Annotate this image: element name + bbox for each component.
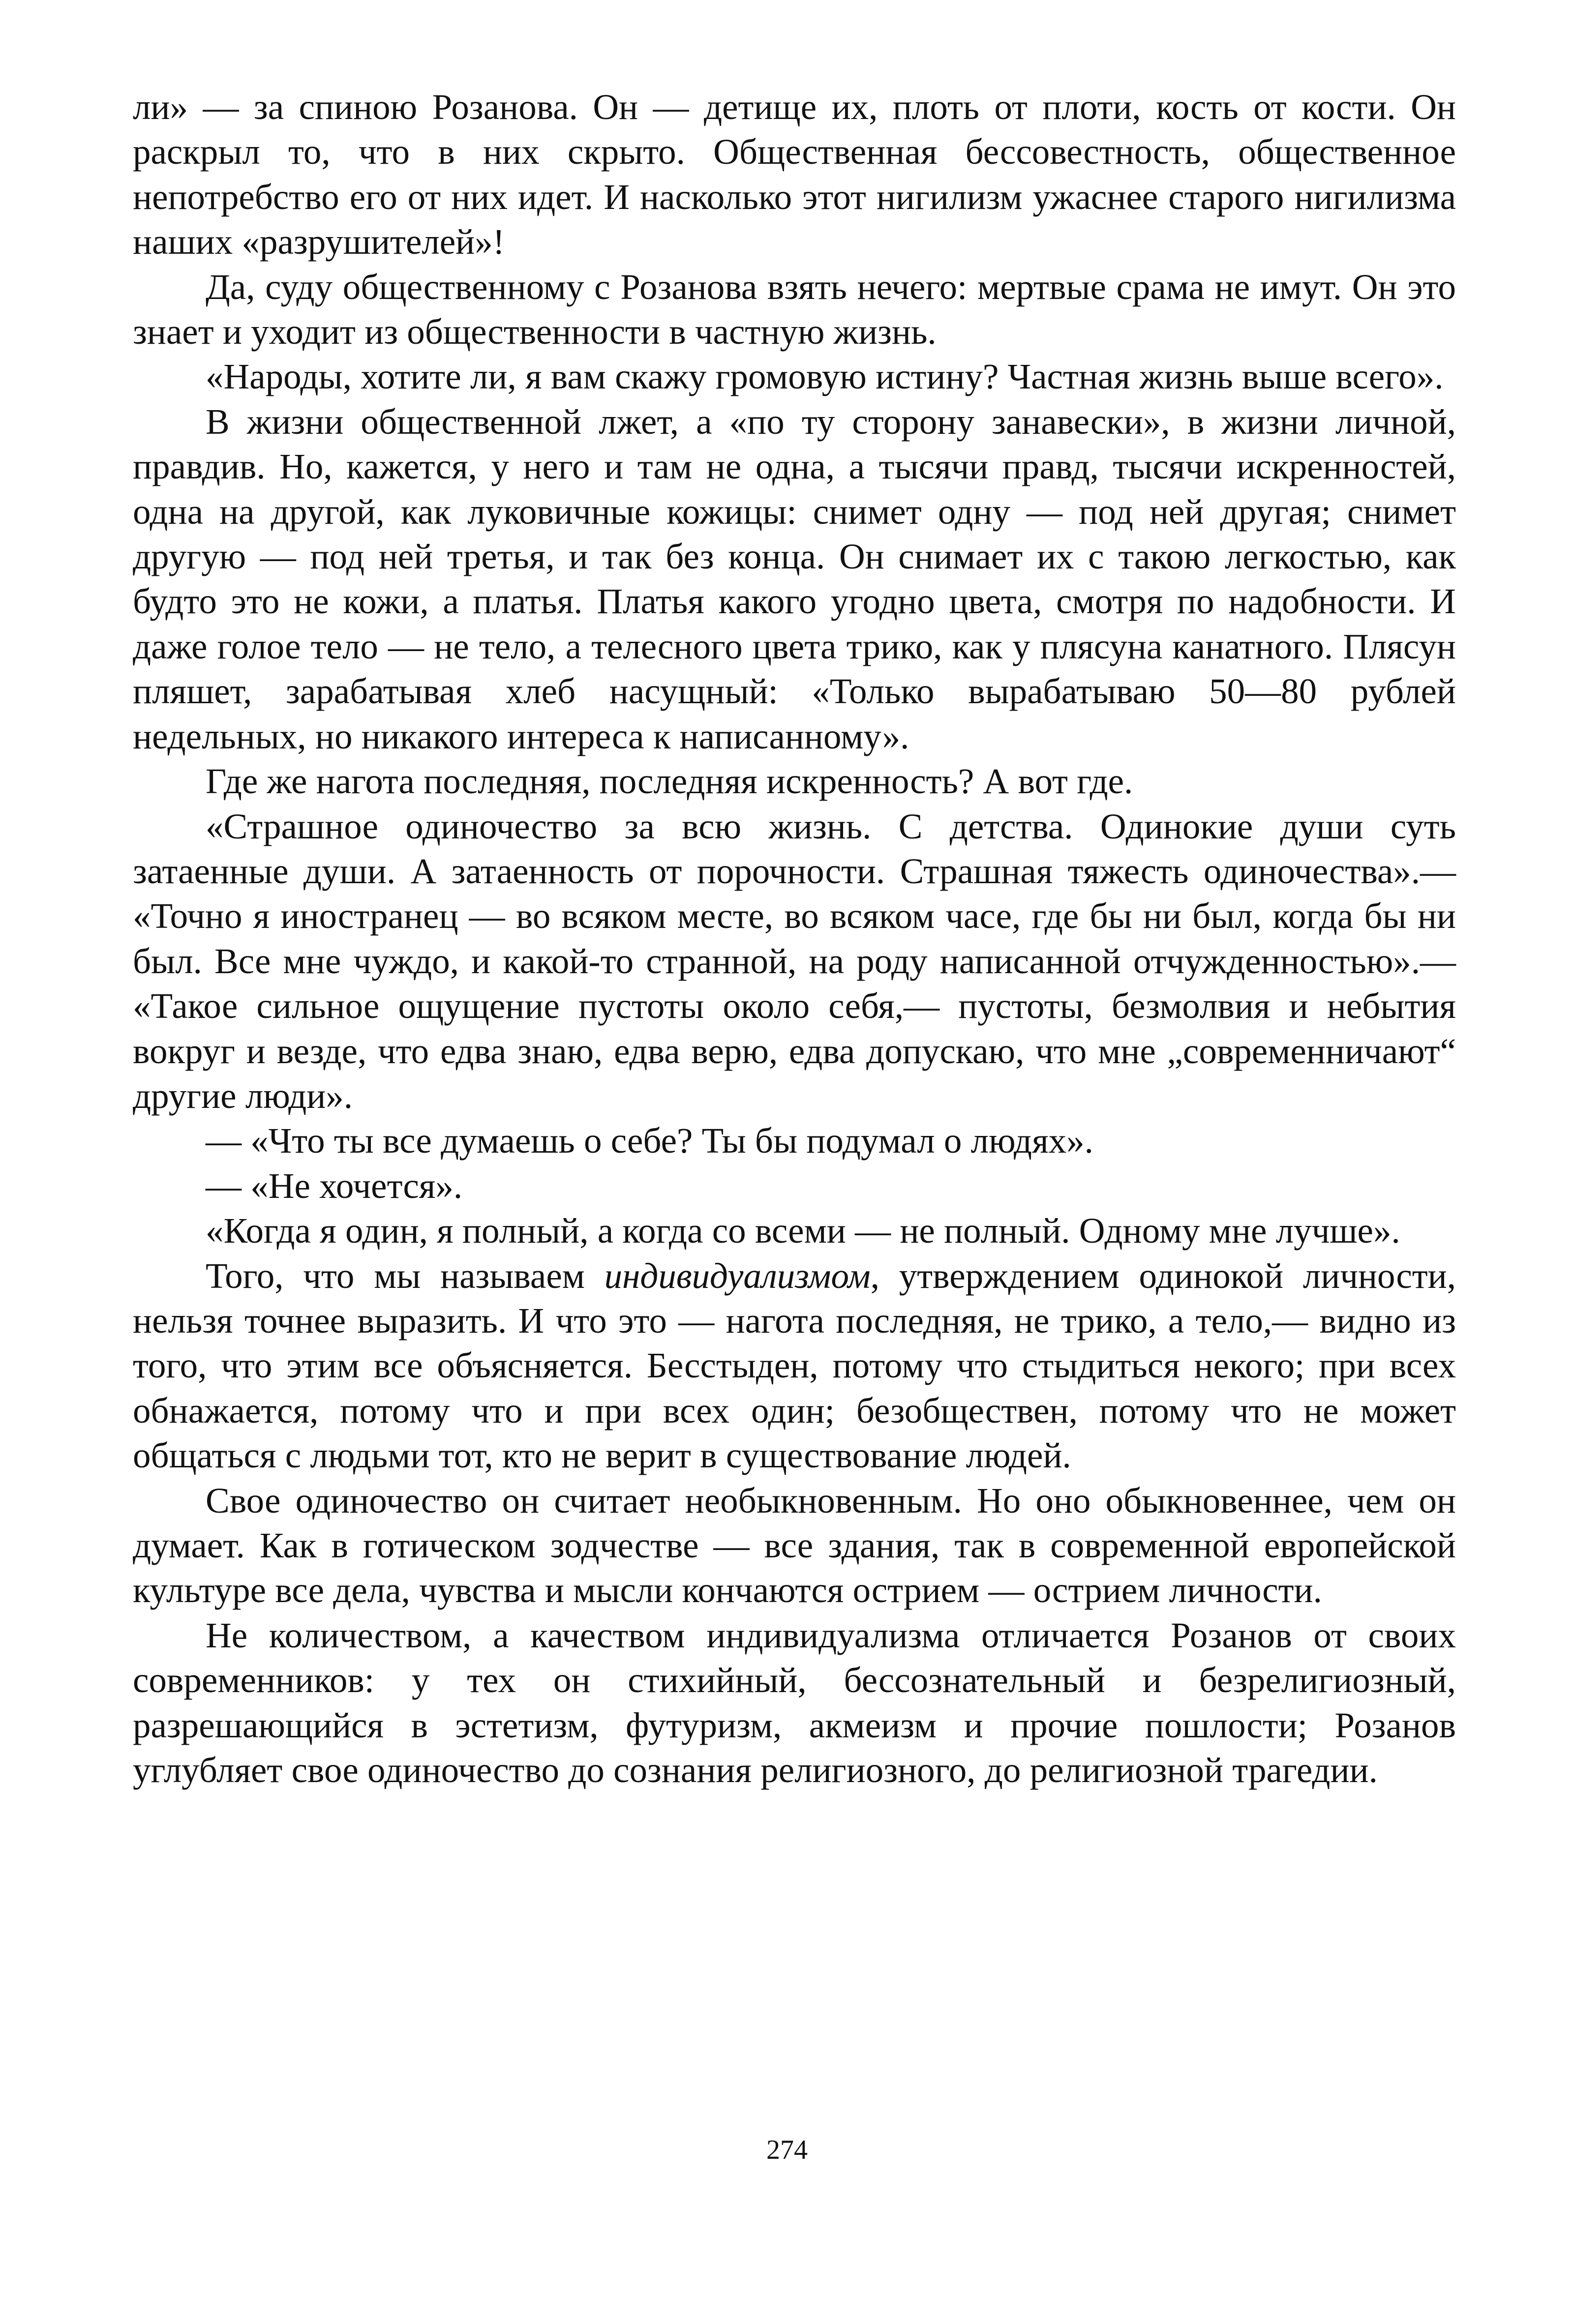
paragraph-12: Не количеством, а качеством индивидуализма отличается Розанов от своих современников: у тех он стихийный, бессознательный и безрелигиозный, разрешающийся в эстетизм, футуризм, акмеизм и прочие пошлости; Розанов углубляет свое одиночество до сознания религиозного, до религиозной трагедии. <box>133 1615 1456 1790</box>
paragraph-8: — «Не хочется». <box>206 1165 463 1206</box>
page-number: 274 <box>766 2135 808 2165</box>
paragraph-7: — «Что ты все думаешь о себе? Ты бы подумал о людях». <box>206 1121 1093 1161</box>
paragraph-11: Свое одиночество он считает необыкновенным. Но оно обыкновеннее, чем он думает. Как в готическом зодчестве — все здания, так в современной европейской культуре все дела, чувства и мысли кончаются острием — острием личности. <box>133 1480 1456 1610</box>
paragraph-5: Где же нагота последняя, последняя искренность? А вот где. <box>206 761 1133 802</box>
paragraph-3: «Народы, хотите ли, я вам скажу громовую истину? Частная жизнь выше всего». <box>206 357 1444 397</box>
paragraph-2: Да, суду общественному с Розанова взять нечего: мертвые срама не имут. Он это знает и уходит из общественности в частную жизнь. <box>133 267 1456 352</box>
paragraph-6: «Страшное одиночество за всю жизнь. С детства. Одинокие души суть затаенные души. А затаенность от порочности. Страшная тяжесть одиночества».— «Точно я иностранец — во всяком месте, во всяком часе, где бы ни был, когда бы ни был. Все мне чуждо, и какой-то странной, на роду написанной отчужденностью».— «Такое сильное ощущение пустоты около себя,— пустоты, безмолвия и небытия вокруг и везде, что едва знаю, едва верю, едва допускаю, что мне „современничают“ другие люди». <box>133 806 1456 1116</box>
body-text <box>133 85 1456 1792</box>
emphasis-term: индивидуализмом <box>604 1255 871 1296</box>
paragraph-9: «Когда я один, я полный, а когда со всеми — не полный. Одному мне лучше». <box>206 1211 1400 1251</box>
paragraph-10: Того, что мы называем индивидуализмом, утверждением одинокой личности, нельзя точнее выразить. И что это — нагота последняя, не трико, а тело,— видно из того, что этим все объясняется. Бесстыден, потому что стыдиться некого; при всех обнажается, потому что и при всех один; безобществен, потому что не может общаться с людьми тот, кто не верит в существование людей. <box>133 1255 1456 1476</box>
paragraph-1: ли» — за спиною Розанова. Он — детище их, плоть от плоти, кость от кости. Он раскрыл то, что в них скрыто. Общественная бессовестность, общественное непотребство его от них идет. И насколько этот нигилизм ужаснее старого нигилизма наших «разрушителей»! <box>133 87 1456 262</box>
paragraph-4: В жизни общественной лжет, а «по ту сторону занавески», в жизни личной, правдив. Но, кажется, у него и там не одна, а тысячи правд, тысячи искренностей, одна на другой, как луковичные кожицы: снимет одну — под ней другая; снимет другую — под ней третья, и так без конца. Он снимает их с такою легкостью, как будто это не кожи, а платья. Платья какого угодно цвета, смотря по надобности. И даже голое тело — не тело, а телесного цвета трико, как у плясуна канатного. Плясун пляшет, зарабатывая хлеб насущный: «Только вырабатываю 50—80 рублей недельных, но никакого интереса к написанному». <box>133 401 1456 756</box>
